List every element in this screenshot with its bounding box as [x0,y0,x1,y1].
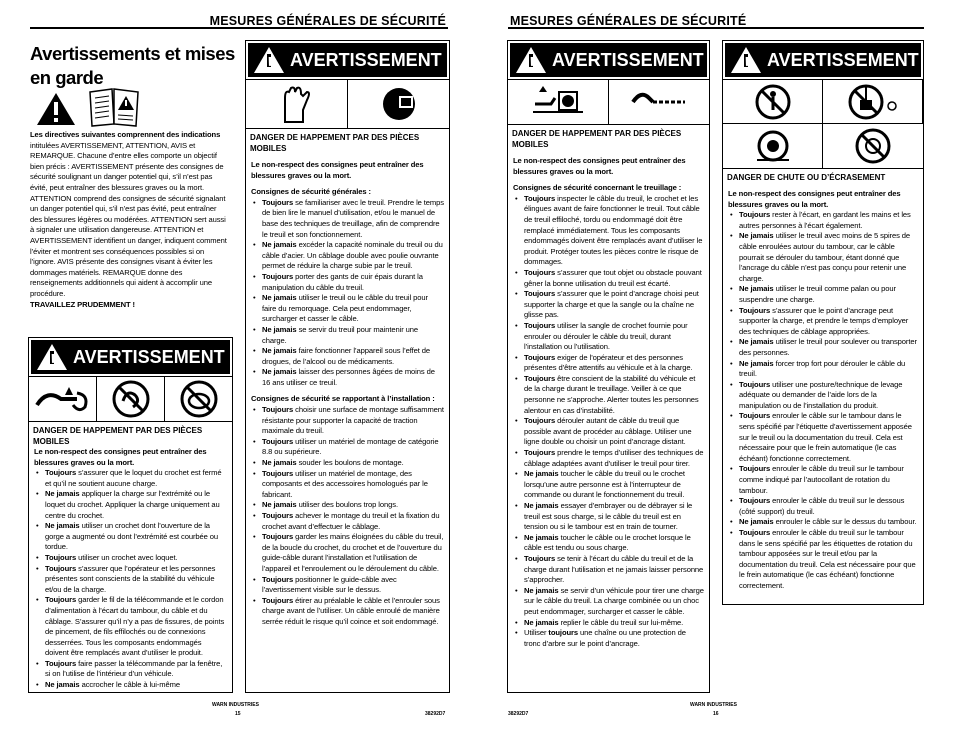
rule-text: excéder la capacité nominale du treuil ou du câble d’acier. Un câblage double avec poulie ouvrante permet de réduire la charge subie par le treuil. [262,240,443,271]
rule-item [728,517,918,528]
rule-text: utiliser le treuil pour soulever ou transporter des personnes. [739,337,917,357]
rule-text: achever le montage du treuil et la fixation du crochet avant d’effectuer le câblage. [262,511,440,531]
rule-keyword: Toujours [739,379,771,389]
footer-company: WARN INDUSTRIES [212,702,259,708]
gloves-icon [246,80,348,128]
rule-item [513,416,704,448]
footer-company: WARN INDUSTRIES [690,702,737,708]
rule-item [513,628,704,649]
rule-keyword: Ne jamais [739,358,774,368]
rule-text: s’assurer que l’opérateur et les personnes présentes sont conscients de la stabilité du véhicule et/ou de la charge. [45,563,216,594]
warning-banner [510,43,707,77]
rule-text: se servir du treuil pour maintenir une charge. [262,324,419,345]
rule-keyword: Ne jamais [45,680,80,690]
rule-text: prendre le temps d’utiliser des techniques de câblage adaptées avant d’utiliser le treuil pour tirer. [524,448,704,468]
rule-keyword: Utiliser [524,628,547,638]
warning-banner [725,43,921,77]
rule-text: enrouler le câble sur le dessus du tambour. [775,517,917,527]
rule-text: utiliser un crochet avec loquet. [78,552,178,562]
rule-text: utiliser un matériel de montage de catégorie 8.8 ou supérieure. [262,436,439,457]
rule-keyword: Ne jamais [524,532,559,542]
warning-triangle-icon: ! [516,47,546,73]
rule-text: positionner le guide-câble avec l’avertissement visible sur le dessus. [262,574,397,595]
rules-list-general [251,198,444,389]
rules-list-installation [251,405,444,627]
rule-text: se servir d’un véhicule pour tirer une charge sur le câble du treuil. La charge combinée ou un choc peut endommager, surcharger et casser le câble. [524,585,704,616]
rule-keyword: Toujours [45,552,77,562]
rule-keyword: Ne jamais [739,517,774,527]
no-hook-tip-icon [97,377,165,421]
rule-text: appliquer la charge sur l’extrémité ou le loquet du crochet. Appliquer la charge uniquement au centre du crochet. [45,489,220,520]
warning-banner [248,43,447,77]
rule-text: se tenir à l’écart du câble du treuil et de la charge durant l’utilisation et ne jamais laisser personne s’approcher. [524,553,704,585]
lead-text: Le non-respect des consignes peut entraîner des blessures graves ou la mort. [728,189,901,209]
rule-keyword: Ne jamais [739,337,774,347]
rule-item [513,618,704,629]
rule-keyword: Toujours [45,658,77,668]
rule-keyword: Ne jamais [262,293,297,303]
hand-cable-icon [609,80,709,124]
rule-keyword: Toujours [739,305,771,315]
rule-item [728,337,918,358]
warning-banner [31,340,230,374]
footer-code: 38292D7 [508,711,529,717]
rule-keyword: Toujours [739,528,771,537]
rule-keyword: Ne jamais [45,521,80,531]
warning-label: AVERTISSEMENT [73,346,225,367]
intro-body: intitulées AVERTISSEMENT, ATTENTION, AVIS et REMARQUE. Chacune d’entre elles comporte un objectif bien précis : AVERTISSEMENT présente des consignes de sécurité soulignant un danger potentiel qui, s’il n’est pas évité, peut entraîner des blessures graves ou la mort. ATTENTION comprend des consignes de sécurité signalant un danger potentiel qui, s’il n’est pas évité, peut entraîner des blessures légères ou modérées. ATTENTION sert aussi à signaler une utilisation dangereuse. ATTENTION et AVERTISSEMENT identifient un danger, indiquent comment l’éviter et montrent ses conséquences possibles si on l’ignore. AVIS présente des consignes visant à éviter les dommages matériels. REMARQUE donne des renseignements additionnels qui aident à accomplir une procédure. [30,140,227,298]
pictogram-row [29,376,232,422]
rule-text: rester à l’écart, en gardant les mains et les autres personnes à l’écart également. [739,210,911,230]
safety-glasses-icon [348,80,449,128]
warning-box-4 [722,40,924,605]
rule-text: dérouler autant de câble du treuil que possible avant de procéder au câblage. Utiliser une ligne double ou choisir un point d’ancrage distant. [524,416,692,447]
rule-text: choisir une surface de montage suffisamment résistante pour supporter la capacité de traction maximale du treuil. [262,405,444,436]
rule-text: faire passer la télécommande par la fenêtre, si on l’utilise de l’intérieur d’un véhicule. [45,658,223,679]
rule-item [34,680,227,691]
right-page-header: MESURES GÉNÉRALES DE SÉCURITÉ [508,14,924,29]
rule-item [251,596,444,628]
warning-box-1 [28,337,233,693]
rule-text: s’assurer que le point d’ancrage peut supporter la charge, et prendre le temps d’employer des techniques de câblage appropriées. [739,305,909,336]
rule-item [34,489,227,521]
rule-item [251,500,444,511]
pictogram-row [723,79,923,169]
rule-item [251,346,444,367]
rule-keyword: Toujours [524,289,556,299]
rule-item [513,268,704,289]
rule-keyword: Toujours [739,496,771,506]
rule-keyword: Ne jamais [45,489,80,499]
rule-keyword: Ne jamais [262,458,297,468]
rule-item [251,293,444,325]
rule-item [728,411,918,464]
rule-item [513,469,704,501]
warning-box-2 [245,40,450,693]
rule-text: enrouler le câble sur le tambour dans le sens spécifié par l’étiquette d’avertissement apposée sur le treuil ou la documentation du treuil. Cela est nécessaire pour que le frein automatique (le cas échéant) fonctionne correctement. [739,411,912,463]
rule-item [513,194,704,268]
rule-keyword: Ne jamais [262,240,297,250]
rule-item [728,380,918,412]
rule-text: replier le câble du treuil sur lui-même. [560,617,684,627]
rule-item [513,374,704,416]
drum-rotation-icon [723,124,823,168]
rule-text: utiliser le treuil ou le câble du treuil pour faire du remorquage. Cela peut endommager, surcharger et casser le câble. [262,293,428,324]
rule-keyword: Ne jamais [524,501,559,510]
rule-item [251,198,444,240]
rule-text: s’assurer que tout objet ou obstacle pouvant gêner la bonne utilisation du treuil est écarté. [524,267,702,288]
no-cable-loop-icon [165,377,232,421]
rule-keyword: Toujours [262,595,294,605]
rule-text: utiliser le treuil comme palan ou pour suspendre une charge. [739,284,896,304]
rule-text: porter des gants de cuir épais durant la manipulation du câble du treuil. [262,271,423,292]
rule-text: utiliser le treuil avec moins de 5 spires de câble enroulées autour du tambour, car le câble pourrait se dérouler du tambour, étant donné que l’ancrage du câble n’est pas conçu pour retenir une charge. [739,231,911,283]
intro-end: TRAVAILLEZ PRUDEMMENT ! [30,299,135,309]
rule-item [251,469,444,501]
rule-keyword: Toujours [262,197,294,207]
rule-item [34,659,227,680]
rule-keyword: Ne jamais [262,324,297,334]
rule-text: s’assurer que le point d’ancrage choisi peut supporter la charge et que la sangle ou la chaîne ne glisse pas. [524,289,699,320]
rule-keyword: Toujours [739,464,771,474]
rule-text: étirer au préalable le câble et l’enrouler sous charge avant de l’utiliser. Un câble enroulé de manière serrée réduit le risque qu’il coince et soit endommagé. [262,595,440,626]
rule-text: enrouler le câble du treuil sur le tambour dans le sens spécifié par les étiquettes de rotation du tambour apposées sur le treuil et/ou par la documentation du treuil. Cela est nécessaire pour que le frein automatique (le cas échéant) fonctionne correctement. [739,528,916,590]
rule-item [34,564,227,596]
rule-item [728,359,918,380]
rule-text: faire fonctionner l’appareil sous l’effet de drogues, de l’alcool ou de médicaments. [262,346,430,366]
rule-item [728,284,918,305]
rule-keyword: Toujours [45,595,77,605]
rule-text: toucher le câble ou le crochet lorsque le câble est tendu ou sous charge. [524,532,691,553]
rule-keyword: Toujours [524,448,556,458]
page-title: Avertissements et mises en garde [30,43,235,88]
warning-label: AVERTISSEMENT [552,49,704,70]
rule-keyword: Ne jamais [262,346,297,356]
rule-keyword: Toujours [524,373,556,383]
no-overwind-icon [823,124,923,168]
rule-text: essayer d’embrayer ou de débrayer si le treuil est sous charge, si le câble du treuil est en tension ou si le tambour est en train de tourner. [524,501,693,532]
rule-item [251,405,444,437]
footer-page-number: 15 [235,711,241,717]
rule-keyword: Toujours [262,436,294,446]
warning-triangle-icon: ! [254,47,284,73]
section-title: DANGER DE CHUTE OU D’ÉCRASEMENT [727,173,886,182]
pictogram-row [508,79,709,125]
rule-keyword: Toujours [45,468,77,478]
rule-keyword: Toujours [524,193,556,203]
rule-keyword: Toujours [262,468,294,478]
warning-triangle-icon: ! [731,47,761,73]
rule-keyword: Toujours [262,574,294,584]
rule-text: garder les mains éloignées du câble du treuil, de la boucle du crochet, du crochet et de l’ouverture du guide-câble durant l’installation et l’utilisation de l’appareil et l’enroulement ou le déroulement du câble. [262,532,444,573]
rule-item [34,553,227,564]
subheading: Consignes de sécurité concernant le treuillage : [513,183,682,193]
rule-item [513,448,704,469]
rule-item [513,289,704,321]
box3-body [508,150,709,649]
rule-item [728,464,918,496]
rule-keyword: toujours [548,628,578,638]
rule-item [34,521,227,553]
rule-item [251,511,444,532]
rule-text: garder le fil de la télécommande et le cordon d’alimentation à l’écart du tambour, du câble et du câblage. S’assurer qu’il n’y a pas de fissures, de points de pincement, de fils effilochés ou de connexions desserrées. Tous les composants endommagés doivent être remplacés avant d’utiliser le produit. [45,595,225,658]
rule-item [513,554,704,586]
footer-code: 38292D7 [425,711,446,717]
intro-bold: Les directives suivantes comprennent des indications [30,130,221,139]
rule-item [513,533,704,554]
rule-item [251,240,444,272]
section-title: DANGER DE HAPPEMENT PAR DES PIÈCES MOBILES [33,426,203,446]
rule-item [251,325,444,346]
rule-keyword: Toujours [739,411,771,421]
warning-triangle-icon [36,92,76,126]
rule-text: une chaîne ou une protection de tronc d’arbre sur le point d’ancrage. [524,628,686,648]
rule-text: enrouler le câble du treuil sur le tambour comme indiqué par l’autocollant de rotation du tambour. [739,464,904,495]
rule-text: enrouler le câble du treuil sur le dessous (côté support) du treuil. [739,496,905,516]
rule-keyword: Toujours [524,553,556,563]
rule-text: exiger de l’opérateur et des personnes présentes d’être attentifs au véhicule et à la charge. [524,352,693,373]
rule-item [513,586,704,618]
hand-drum-icon [508,80,609,124]
rule-keyword: Toujours [45,563,77,573]
subheading: Consignes de sécurité se rapportant à l’installation : [251,394,435,404]
rule-text: utiliser un matériel de montage, des composants et des accessoires homologués par le fabricant. [262,468,428,499]
rule-item [513,353,704,374]
rule-text: utiliser la sangle de crochet fournie pour enrouler ou dérouler le câble du treuil, durant l’installation ou l’utilisation. [524,320,688,352]
rule-item [251,367,444,388]
rule-text: forcer trop fort pour dérouler le câble du treuil. [739,358,906,379]
rule-item [728,496,918,517]
rule-keyword: Ne jamais [262,500,297,510]
box4-body [723,183,923,592]
no-lift-person-icon [723,80,823,124]
section-title: DANGER DE HAPPEMENT PAR DES PIÈCES MOBILES [512,129,682,149]
rule-item [728,210,918,231]
warning-label: AVERTISSEMENT [290,49,442,70]
warning-box-3 [507,40,710,693]
rule-keyword: Ne jamais [739,231,774,241]
rule-keyword: Toujours [262,271,294,281]
rule-text: accrocher le câble à lui-même [81,680,180,690]
rule-text: être conscient de la stabilité du véhicule et de la charge durant le treuillage. Veiller à ce que personne ne s’approche. Alerter toutes les personnes alentour en cas d’instabilité. [524,373,699,415]
rule-item [728,231,918,284]
hook-hand-icon [29,377,97,421]
lead-text: Le non-respect des consignes peut entraîner des blessures graves ou la mort. [513,156,686,176]
rule-keyword: Ne jamais [739,284,774,294]
rule-keyword: Toujours [524,267,556,277]
section-title: DANGER DE HAPPEMENT PAR DES PIÈCES MOBILES [250,133,420,153]
rule-text: laisser des personnes âgées de moins de 16 ans utiliser ce treuil. [262,367,435,387]
rule-item [251,458,444,469]
lead-text: Le non-respect des consignes peut entraîner des blessures graves ou la mort. [251,160,424,180]
rule-keyword: Ne jamais [524,585,559,595]
rule-item [251,272,444,293]
warning-triangle-icon: ! [37,344,67,370]
rule-item [728,306,918,338]
rules-list [728,210,918,591]
rules-list [513,194,704,650]
rule-text: inspecter le câble du treuil, le crochet et les élingues avant de faire fonctionner le treuil. Tout câble de treuil effiloché, tordu ou endommagé doit être remplacé immédiatement. Tous les composants endommagés doivent être remplacés avant d’utiliser le produit. Protéger toutes les pièces contre le risque de dommages. [524,193,703,267]
rule-text: s’assurer que le loquet du crochet est fermé et qu’il ne soutient aucune charge. [45,468,222,488]
rule-keyword: Toujours [262,511,294,520]
rules-list [34,468,227,690]
rule-item [34,595,227,659]
no-lift-load-icon [823,80,923,124]
rule-keyword: Ne jamais [524,469,559,479]
rule-text: utiliser des boulons trop longs. [298,500,398,510]
rule-text: souder les boulons de montage. [298,458,404,468]
rule-text: toucher le câble du treuil ou le crochet lorsqu’une autre personne est à l’interrupteur de commande ou durant le fonctionnement du treuil. [524,469,685,500]
box1-body [29,447,232,691]
manual-book-icon [88,86,140,128]
rule-keyword: Toujours [524,416,556,426]
left-page-header: MESURES GÉNÉRALES DE SÉCURITÉ [30,14,448,29]
rule-item [251,532,444,574]
pictogram-row [246,79,449,129]
rule-item [34,468,227,489]
lead-text: Le non-respect des consignes peut entraîner des blessures graves ou la mort. [34,447,207,467]
rule-text: se familiariser avec le treuil. Prendre le temps de bien lire le manuel d’utilisation, et/ou le manuel de base des techniques de treuillage, afin de comprendre le treuil et son fonctionnement. [262,197,444,239]
footer-page-number: 16 [713,711,719,717]
rule-text: utiliser un crochet dont l’ouverture de la gorge a augmenté ou dont l’extrémité est courbée ou tordue. [45,521,219,552]
rule-keyword: Toujours [262,405,294,415]
rule-keyword: Toujours [524,352,556,362]
rule-keyword: Toujours [524,320,556,330]
intro-text [30,130,230,310]
rule-keyword: Toujours [739,210,771,220]
rule-text: utiliser une posture/technique de levage adéquate ou demander de l’aide lors de la manipulation ou de l’installation du produit. [739,379,903,410]
rule-item [513,501,704,533]
rule-item [251,437,444,458]
rule-keyword: Ne jamais [262,367,297,377]
subheading: Consignes de sécurité générales : [251,187,371,197]
box2-body [246,154,449,628]
rule-item [513,321,704,353]
rule-keyword: Toujours [262,532,294,542]
rule-item [251,575,444,596]
warning-label: AVERTISSEMENT [767,49,919,70]
rule-keyword: Ne jamais [524,617,559,627]
rule-item [728,528,918,592]
